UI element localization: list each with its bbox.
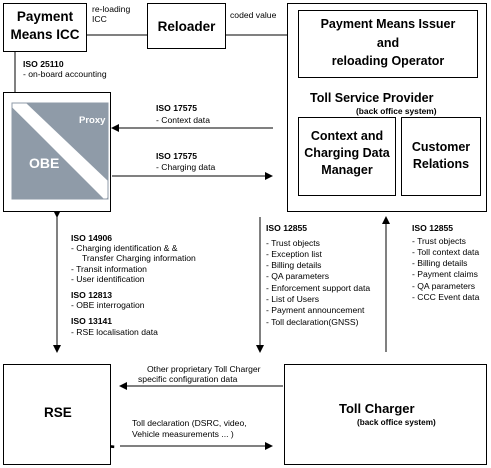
proprietary-data-label-1: Other proprietary Toll Charger xyxy=(147,364,261,374)
reloader-box xyxy=(147,3,226,49)
iso12855-left-item-2: - Exception list xyxy=(266,249,322,259)
customer-relations-line2: Relations xyxy=(412,157,470,171)
obe-label: OBE xyxy=(29,155,60,171)
rse-label: RSE xyxy=(44,405,72,420)
iso12855-right-item-6: - CCC Event data xyxy=(412,292,480,302)
rse-box xyxy=(3,364,111,465)
obe-proxy-label: Proxy xyxy=(79,115,106,126)
iso14906-title: ISO 14906 xyxy=(71,233,113,243)
iso12855-left-item-3: - Billing details xyxy=(266,260,322,270)
iso14906-item-4: - User identification xyxy=(71,274,145,284)
issuer-line3: reloading Operator xyxy=(331,54,445,68)
iso12855-left-item-6: - List of Users xyxy=(266,294,320,304)
coded-value-label: coded value xyxy=(230,10,277,20)
iso14906-item-2: Transfer Charging information xyxy=(82,253,196,263)
iso12855-left-item-1: - Trust objects xyxy=(266,238,320,248)
obe-box xyxy=(3,92,111,212)
issuer-line1: Payment Means Issuer xyxy=(320,17,456,31)
iso17575-charging-title: ISO 17575 xyxy=(156,151,198,161)
iso12813-title: ISO 12813 xyxy=(71,290,113,300)
toll-charger-title: Toll Charger xyxy=(339,401,415,416)
tsp-subtitle: (back office system) xyxy=(356,106,437,116)
iso13141-title: ISO 13141 xyxy=(71,316,113,326)
iso13141-item: - RSE localisation data xyxy=(71,327,158,337)
proprietary-data-label-2: specific configuration data xyxy=(138,374,238,384)
iso12855-right-item-2: - Toll context data xyxy=(412,247,480,257)
iso12855-right-item-3: - Billing details xyxy=(412,258,468,268)
payment-means-icc-box xyxy=(3,3,87,52)
iso17575-context-title: ISO 17575 xyxy=(156,103,198,113)
iso14906-item-3: - Transit information xyxy=(71,264,147,274)
obe-graphic xyxy=(4,93,110,211)
toll-declaration-label-2: Vehicle measurements ... ) xyxy=(132,429,234,439)
issuer-line2: and xyxy=(376,36,400,50)
toll-service-provider-box xyxy=(287,3,487,212)
reloading-icc-label-1: re-loading xyxy=(92,4,131,14)
iso25110-item: - on-board accounting xyxy=(23,69,107,79)
iso12855-left-item-4: - QA parameters xyxy=(266,271,330,281)
iso25110-title: ISO 25110 xyxy=(23,59,64,69)
toll-declaration-label-1: Toll declaration (DSRC, video, xyxy=(132,418,247,428)
toll-charger-subtitle: (back office system) xyxy=(357,418,436,427)
iso12813-item: - OBE interrogation xyxy=(71,300,145,310)
context-manager-line2: Charging Data xyxy=(304,146,390,160)
customer-relations-line1: Customer xyxy=(411,140,471,154)
payment-means-icc-line2: Means ICC xyxy=(10,27,80,42)
context-charging-manager-box xyxy=(298,117,396,196)
toll-charger-box xyxy=(284,364,487,465)
iso17575-charging-item: - Charging data xyxy=(156,162,216,172)
reloading-icc-label-2: ICC xyxy=(92,14,107,24)
context-manager-line1: Context and xyxy=(310,129,384,143)
iso17575-context-item: - Context data xyxy=(156,115,210,125)
iso12855-right-item-5: - QA parameters xyxy=(412,281,476,291)
iso12855-left-title: ISO 12855 xyxy=(266,223,308,233)
iso12855-right-item-4: - Payment claims xyxy=(412,269,478,279)
iso12855-left-item-5: - Enforcement support data xyxy=(266,283,371,293)
context-manager-line3: Manager xyxy=(321,163,373,177)
tsp-title: Toll Service Provider xyxy=(310,91,434,105)
iso12855-right-item-1: - Trust objects xyxy=(412,236,466,246)
iso12855-right-title: ISO 12855 xyxy=(412,223,454,233)
payment-means-issuer-box xyxy=(298,10,478,78)
reloader-label: Reloader xyxy=(157,19,216,34)
customer-relations-box xyxy=(401,117,481,196)
iso14906-item-1: - Charging identification & & xyxy=(71,243,178,253)
iso12855-left-item-7: - Payment announcement xyxy=(266,305,365,315)
payment-means-icc-line1: Payment xyxy=(16,9,74,24)
iso12855-left-item-8: - Toll declaration(GNSS) xyxy=(266,317,359,327)
